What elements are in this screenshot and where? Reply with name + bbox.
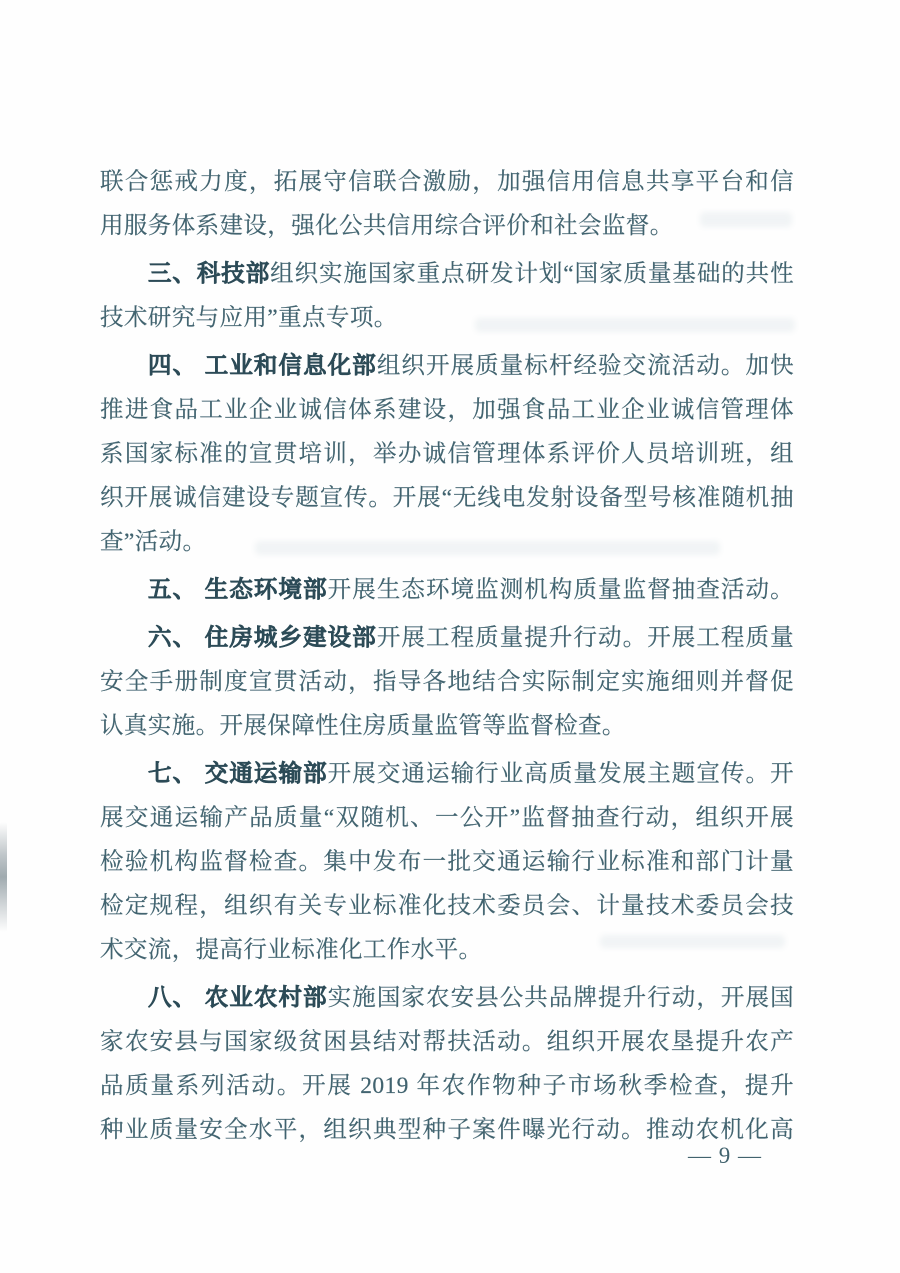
text-line — [100, 343, 794, 388]
line-text: 检验机构监督检查。集中发布一批交通运输行业标准和部门计量 — [100, 849, 794, 875]
text-line — [100, 1020, 794, 1064]
line-text: 种业质量安全水平，组织典型种子案件曝光行动。推动农机化高 — [100, 1117, 794, 1143]
paragraph — [100, 160, 794, 248]
line-text: 开展工程质量提升行动。开展工程质量 — [376, 625, 794, 651]
text-line — [100, 432, 794, 476]
scan-artifact-ghost — [255, 541, 720, 555]
text-line — [100, 1064, 794, 1108]
paragraph — [100, 975, 794, 1152]
line-text: 用服务体系建设，强化公共信用综合评价和社会监督。 — [100, 213, 674, 239]
text-line — [100, 840, 794, 884]
paragraph — [100, 567, 794, 612]
text-line — [100, 615, 794, 660]
text-line — [100, 204, 794, 248]
text-line — [100, 704, 794, 748]
line-text: 安全手册制度宣贯活动，指导各地结合实际制定实施细则并督促 — [100, 669, 794, 695]
text-line — [100, 751, 794, 796]
ministry-lead: 七、 交通运输部 — [148, 760, 328, 786]
scan-artifact-ghost — [475, 318, 795, 332]
line-text: 实施国家农安县公共品牌提升行动，开展国 — [327, 985, 794, 1011]
text-line — [100, 884, 794, 928]
line-text: 展交通运输产品质量“双随机、一公开”监督抽查行动，组织开展 — [100, 805, 794, 831]
scan-artifact-edge-smudge — [0, 822, 7, 932]
ministry-lead: 三、科技部 — [148, 260, 271, 286]
text-line — [100, 660, 794, 704]
line-text: 家农安县与国家级贫困县结对帮扶活动。组织开展农垦提升农产 — [100, 1029, 794, 1055]
scan-artifact-ghost — [600, 935, 785, 948]
line-text: 织开展诚信建设专题宣传。开展“无线电发射设备型号核准随机抽 — [100, 485, 794, 511]
ministry-lead: 六、 住房城乡建设部 — [148, 624, 377, 650]
text-line — [100, 567, 794, 612]
line-text: 认真实施。开展保障性住房质量监管等监督检查。 — [100, 713, 626, 739]
ministry-lead: 四、 工业和信息化部 — [148, 352, 377, 378]
line-text: 开展交通运输行业高质量发展主题宣传。开 — [327, 761, 794, 787]
line-text: 组织开展质量标杆经验交流活动。加快 — [376, 353, 794, 379]
text-line — [100, 160, 794, 204]
text-line — [100, 251, 794, 296]
line-text: 技术研究与应用”重点专项。 — [100, 305, 398, 331]
document-body — [100, 160, 794, 1152]
paragraph — [100, 615, 794, 748]
ministry-lead: 八、 农业农村部 — [148, 984, 328, 1010]
paragraph — [100, 343, 794, 564]
page-number: — 9 — — [688, 1143, 762, 1168]
line-text: 推进食品工业企业诚信体系建设，加强食品工业企业诚信管理体 — [100, 397, 794, 423]
line-text: 系国家标准的宣贯培训，举办诚信管理体系评价人员培训班，组 — [100, 441, 794, 467]
line-text: 查”活动。 — [100, 529, 207, 555]
text-line — [100, 975, 794, 1020]
line-text: 联合惩戒力度，拓展守信联合激励，加强信用信息共享平台和信 — [100, 169, 794, 195]
line-text: 术交流，提高行业标准化工作水平。 — [100, 937, 483, 963]
line-text: 品质量系列活动。开展 2019 年农作物种子市场秋季检查，提升 — [100, 1073, 794, 1099]
line-text: 开展生态环境监测机构质量监督抽查活动。 — [327, 577, 794, 603]
text-line — [100, 796, 794, 840]
scan-artifact-ghost — [700, 212, 792, 227]
line-text: 组织实施国家重点研发计划“国家质量基础的共性 — [270, 261, 795, 287]
text-line — [100, 476, 794, 520]
text-line — [100, 388, 794, 432]
ministry-lead: 五、 生态环境部 — [148, 576, 328, 602]
line-text: 检定规程，组织有关专业标准化技术委员会、计量技术委员会技 — [100, 893, 794, 919]
